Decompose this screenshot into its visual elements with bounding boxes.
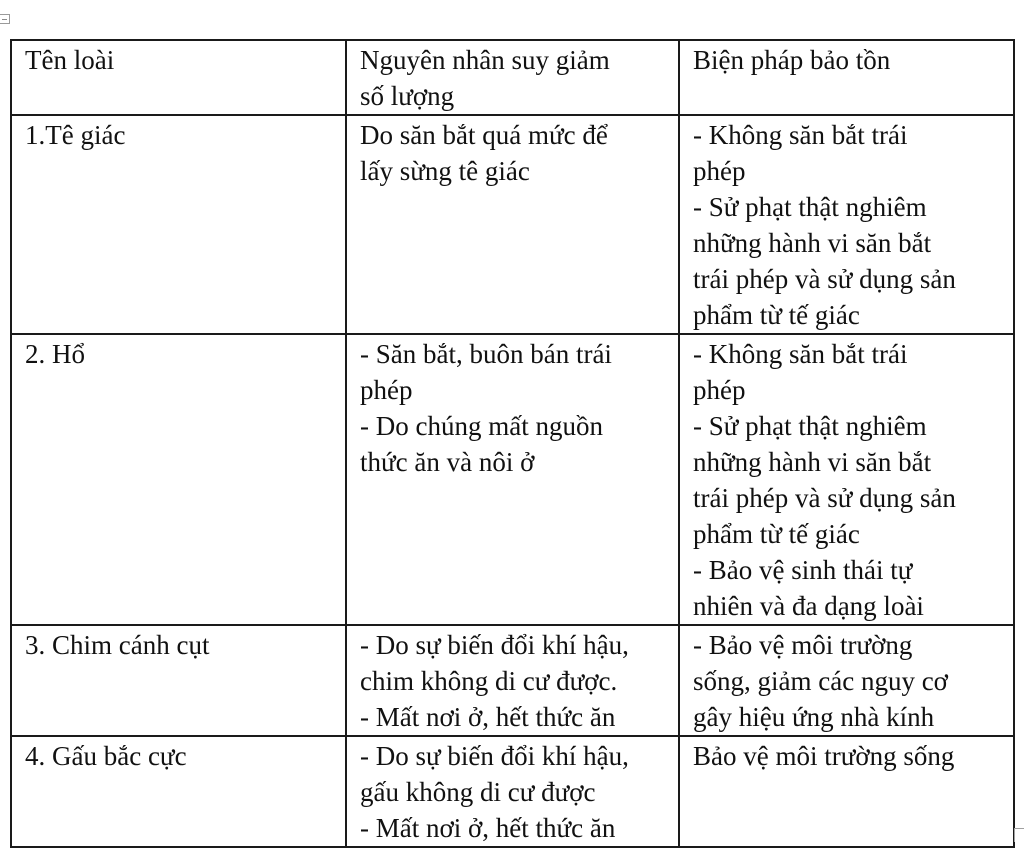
measure-line: Bảo vệ môi trường sống: [693, 741, 955, 771]
species-name: 3. Chim cánh cụt: [25, 630, 210, 660]
measure-line: - Bảo vệ môi trường: [693, 630, 913, 660]
table-row: [11, 334, 1014, 625]
header-causes-line: Nguyên nhân suy giảm: [360, 45, 610, 75]
cause-line: - Do chúng mất nguồn: [360, 411, 603, 441]
header-measures-line: Biện pháp bảo tồn: [693, 45, 891, 75]
table-row: [11, 736, 1014, 847]
species-name: 1.Tê giác: [25, 120, 126, 150]
header-cell-causes: [346, 40, 679, 115]
table-header-row: [11, 40, 1014, 115]
measures-cell: [679, 625, 1014, 736]
causes-cell: [346, 115, 679, 334]
measure-line: phẩm từ tế giác: [693, 519, 860, 549]
causes-cell: [346, 625, 679, 736]
species-cell: [11, 334, 346, 625]
measure-line: phép: [693, 375, 746, 405]
causes-cell: [346, 334, 679, 625]
causes-cell: [346, 736, 679, 847]
cause-line: - Mất nơi ở, hết thức ăn: [360, 702, 616, 732]
cause-line: - Do sự biến đổi khí hậu,: [360, 630, 629, 660]
cause-line: - Do sự biến đổi khí hậu,: [360, 741, 629, 771]
measure-line: trái phép và sử dụng sản: [693, 483, 956, 513]
species-cell: [11, 736, 346, 847]
measure-line: - Sử phạt thật nghiêm: [693, 192, 927, 222]
measure-line: - Không săn bắt trái: [693, 120, 908, 150]
species-cell: [11, 625, 346, 736]
measure-line: nhiên và đa dạng loài: [693, 591, 924, 621]
measures-cell: [679, 115, 1014, 334]
measure-line: phép: [693, 156, 746, 186]
measure-line: sống, giảm các nguy cơ: [693, 666, 948, 696]
species-name: 2. Hổ: [25, 339, 85, 369]
cause-line: gấu không di cư được: [360, 777, 596, 807]
table-row: [11, 115, 1014, 334]
measure-line: - Sử phạt thật nghiêm: [693, 411, 927, 441]
header-cell-measures: [679, 40, 1014, 115]
header-cell-species: [11, 40, 346, 115]
cause-line: phép: [360, 375, 413, 405]
cause-line: - Săn bắt, buôn bán trái: [360, 339, 612, 369]
page-corner-mark: [1014, 828, 1024, 842]
cause-line: chim không di cư được.: [360, 666, 618, 696]
species-cell: [11, 115, 346, 334]
cause-line: lấy sừng tê giác: [360, 156, 530, 186]
species-conservation-table: [10, 39, 1015, 848]
measure-line: trái phép và sử dụng sản: [693, 264, 956, 294]
cause-line: thức ăn và nôi ở: [360, 447, 535, 477]
cause-line: - Mất nơi ở, hết thức ăn: [360, 813, 616, 843]
header-causes-line: số lượng: [360, 81, 455, 111]
measure-line: gây hiệu ứng nhà kính: [693, 702, 935, 732]
header-species-line: Tên loài: [25, 45, 115, 75]
measure-line: - Bảo vệ sinh thái tự: [693, 555, 913, 585]
measures-cell: [679, 334, 1014, 625]
cause-line: Do săn bắt quá mức để: [360, 120, 608, 150]
measures-cell: [679, 736, 1014, 847]
table-move-handle-icon[interactable]: [0, 14, 10, 24]
measure-line: những hành vi săn bắt: [693, 228, 932, 258]
table-row: [11, 625, 1014, 736]
measure-line: những hành vi săn bắt: [693, 447, 932, 477]
measure-line: - Không săn bắt trái: [693, 339, 908, 369]
species-name: 4. Gấu bắc cực: [25, 741, 187, 771]
measure-line: phẩm từ tế giác: [693, 300, 860, 330]
